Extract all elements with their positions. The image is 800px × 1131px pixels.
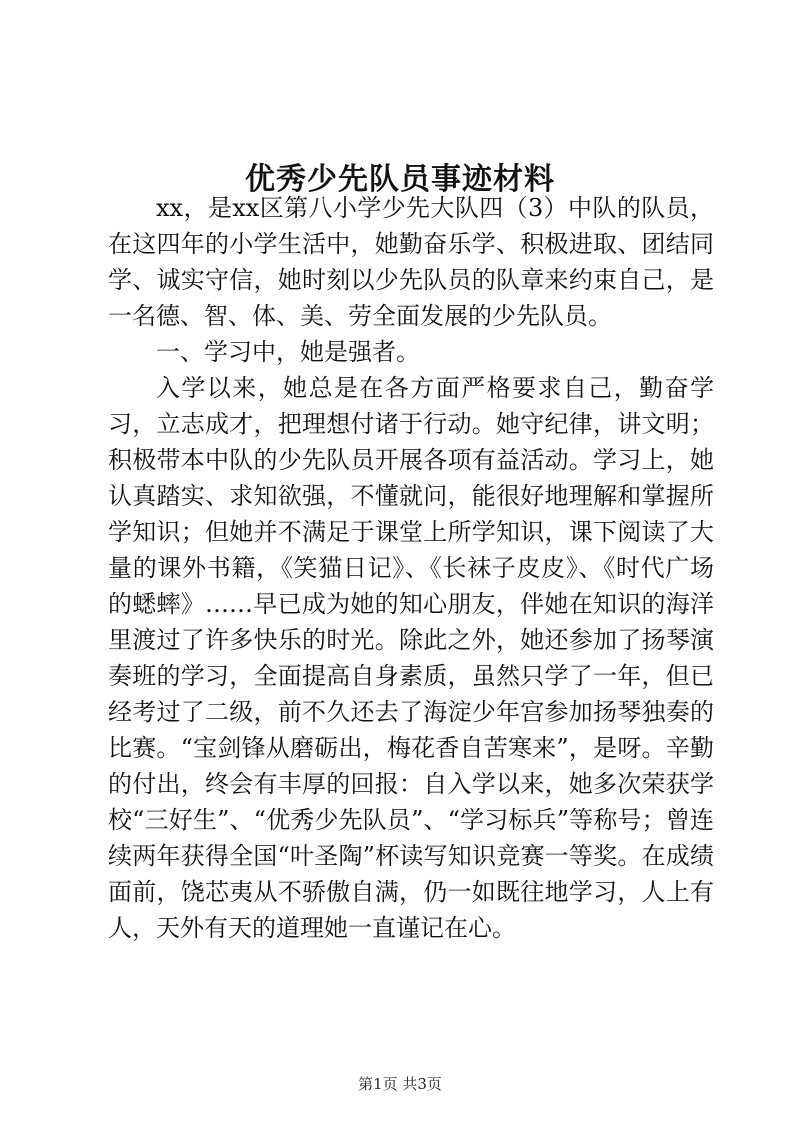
page-number-footer: 第1页 共3页 (358, 1075, 442, 1093)
paragraph-study: 入学以来，她总是在各方面严格要求自己，勤奋学习，立志成才，把理想付诸于行动。她守纪律，讲文明；积极带本中队的少先队员开展各项有益活动。学习上，她认真踏实、求知欲强，不懂就问，能很好地理解和掌握所学知识；但她并不满足于课堂上所学知识，课下阅读了大量的课外书籍，《笑猫日记》、《长袜子皮皮》、《时代广场的蟋蟀》……早已成为她的知心朋友，伴她在知识的海洋里渡过了许多快乐的时光。除此之外，她还参加了扬琴演奏班的学习，全面提高自身素质，虽然只学了一年，但已经考过了二级，前不久还去了海淀少年宫参加扬琴独奏的比赛。“宝剑锋从磨砺出，梅花香自苦寒来”，是呀。辛勤的付出，终会有丰厚的回报：自入学以来，她多次荣获学校“三好生”、“优秀少先队员”、“学习标兵”等称号；曾连续两年获得全国“叶圣陶”杯读写知识竞赛一等奖。在成绩面前，饶芯夷从不骄傲自满，仍一如既往地学习，人上有人，天外有天的道理她一直谨记在心。 (108, 374, 714, 942)
page-title: 优秀少先队员事迹材料 (245, 162, 555, 198)
document-body (108, 190, 714, 946)
section-heading: 一、学习中，她是强者。 (156, 338, 420, 366)
paragraph-intro: xx，是xx区第八小学少先大队四（3）中队的队员，在这四年的小学生活中，她勤奋乐学、积极进取、团结同学、诚实守信，她时刻以少先队员的队章来约束自己，是一名德、智、体、美、劳全面发展的少先队员。 (108, 194, 714, 330)
